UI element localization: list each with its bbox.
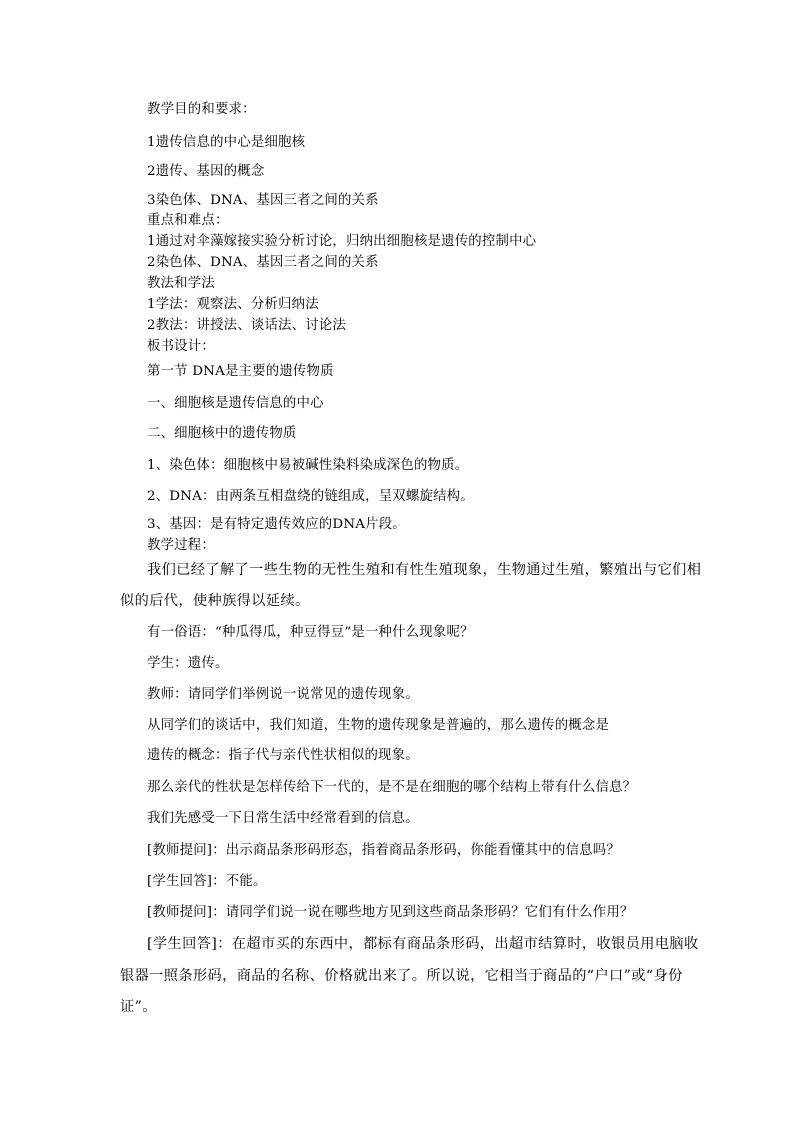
- key-point-item-1: 1通过对伞藻嫁接实验分析讨论，归纳出细胞核是遗传的控制中心: [147, 234, 537, 249]
- heading-board-design: 板书设计：: [147, 339, 215, 354]
- board-subitem-3: 3、基因：是有特定遗传效应的DNA片段。: [147, 517, 406, 532]
- paragraph-discussion: 从同学们的谈话中，我们知道，生物的遗传现象是普遍的，那么遗传的概念是: [147, 718, 610, 733]
- paragraph-daily-info: 我们先感受一下日常生活中经常看到的信息。: [147, 811, 419, 826]
- board-subitem-2: 2、DNA：由两条互相盘绕的链组成，呈双螺旋结构。: [147, 489, 474, 504]
- paragraph-student-answer-1: [学生回答]：不能。: [147, 874, 267, 889]
- paragraph-intro-line-2: 似的后代，使种族得以延续。: [120, 593, 310, 609]
- heading-teaching-process: 教学过程：: [147, 538, 215, 553]
- key-point-item-2: 2染色体、DNA、基因三者之间的关系: [147, 255, 379, 270]
- board-item-2: 二、细胞核中的遗传物质: [147, 426, 297, 441]
- objective-item-1: 1遗传信息的中心是细胞核: [147, 135, 306, 150]
- objective-item-3: 3染色体、DNA、基因三者之间的关系: [147, 193, 379, 208]
- board-section-title: 第一节 DNA是主要的遗传物质: [147, 364, 334, 379]
- paragraph-student-answer-2-line-3: 证”。: [120, 999, 157, 1015]
- heading-objectives: 教学目的和要求：: [147, 102, 256, 117]
- paragraph-teacher-prompt: 教师：请同学们举例说一说常见的遗传现象。: [147, 687, 419, 702]
- board-item-1: 一、细胞核是遗传信息的中心: [147, 396, 324, 411]
- method-item-2: 2教法：讲授法、谈话法、讨论法: [147, 318, 346, 333]
- heading-methods: 教法和学法: [147, 276, 215, 291]
- paragraph-teacher-question-1: [教师提问]：出示商品条形码形态，指着商品条形码，你能看懂其中的信息吗？: [147, 843, 620, 858]
- board-subitem-1: 1、染色体：细胞核中易被碱性染料染成深色的物质。: [147, 458, 469, 473]
- paragraph-student-answer: 学生：遗传。: [147, 656, 229, 671]
- paragraph-teacher-question-2: [教师提问]：请同学们说一说在哪些地方见到这些商品条形码？它们有什么作用？: [147, 905, 634, 920]
- paragraph-intro-line-1: 我们已经了解了一些生物的无性生殖和有性生殖现象，生物通过生殖，繁殖出与它们相: [147, 562, 702, 578]
- paragraph-student-answer-2-line-2: 银器一照条形码，商品的名称、价格就出来了。所以说，它相当于商品的“户口”或“身份: [120, 968, 683, 984]
- method-item-1: 1学法：观察法、分析归纳法: [147, 297, 319, 312]
- heading-key-points: 重点和难点：: [147, 213, 229, 228]
- objective-item-2: 2遗传、基因的概念: [147, 164, 265, 179]
- paragraph-proverb: 有一俗语：“种瓜得瓜，种豆得豆”是一种什么现象呢？: [147, 625, 474, 640]
- paragraph-question: 那么亲代的性状是怎样传给下一代的，是不是在细胞的哪个结构上带有什么信息？: [147, 780, 637, 795]
- paragraph-heredity-definition: 遗传的概念：指子代与亲代性状相似的现象。: [147, 748, 419, 763]
- paragraph-student-answer-2-line-1: [学生回答]：在超市买的东西中，都标有商品条形码，出超市结算时，收银员用电脑收: [147, 936, 699, 952]
